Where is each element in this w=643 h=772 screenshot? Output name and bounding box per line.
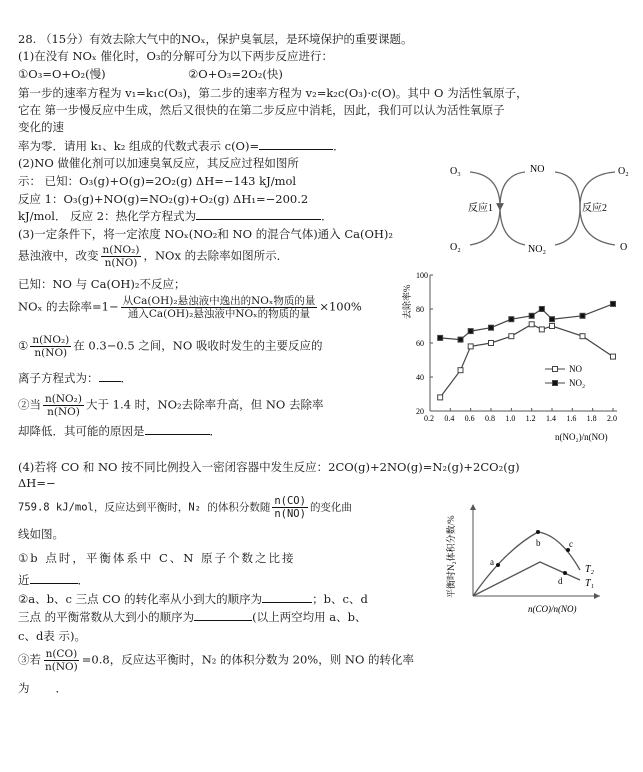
axis-arrows bbox=[470, 504, 600, 599]
data-point bbox=[489, 325, 494, 330]
part1-step2: ②O+O₃=2O₂(快) bbox=[188, 67, 283, 81]
part4-sub3-answer bbox=[18, 680, 67, 696]
label-d: d bbox=[558, 576, 563, 586]
part4-sub2-line3: c、d表 示)。 bbox=[18, 629, 86, 643]
period: ． bbox=[209, 424, 221, 438]
text: ②当 bbox=[18, 397, 41, 412]
data-point bbox=[509, 317, 514, 322]
point-b bbox=[536, 530, 540, 534]
text: 离子方程式为： bbox=[18, 371, 99, 385]
part3-line1: (3)一定条件下，将一定浓度 NOₓ(NO₂和 NO 的混合气体)通入 Ca(OH)₂ bbox=[18, 227, 394, 241]
data-point bbox=[468, 344, 473, 349]
part3-known: 已知：NO 与 Ca(OH)₂不反应； bbox=[18, 277, 186, 291]
answer-blank[interactable] bbox=[196, 208, 321, 220]
label-o3: O₃ bbox=[450, 166, 461, 177]
label-o2-right: O₂ bbox=[618, 166, 629, 177]
label-reaction1: 反应1 bbox=[468, 203, 493, 214]
legend-label: NO₂ bbox=[569, 378, 586, 388]
part4-sub1: ①b 点时，平衡体系中 C、N 原子个数之比接 bbox=[18, 551, 296, 565]
label-no2: NO₂ bbox=[528, 244, 546, 255]
label-no: NO bbox=[530, 164, 545, 175]
legend-label: NO bbox=[569, 364, 582, 374]
answer-blank[interactable] bbox=[99, 370, 121, 382]
data-point bbox=[438, 335, 443, 340]
series-line-NO₂ bbox=[440, 304, 613, 340]
x-tick-label: 0.2 bbox=[424, 414, 434, 423]
part4-line3 bbox=[18, 495, 352, 520]
part4-line1: (4)若将 CO 和 NO 按不同比例投入一密闭容器中发生反应：2CO(g)+2NO(g)=N₂(g)+2CO₂(g) bbox=[18, 460, 520, 474]
ratio-fraction bbox=[30, 334, 71, 359]
answer-blank[interactable] bbox=[194, 609, 252, 621]
text: 大于 1.4 时，NO₂去除率升高，但 NO 去除率 bbox=[85, 397, 324, 412]
point-a bbox=[496, 563, 500, 567]
text: ，NOx 的去除率如图所示． bbox=[143, 248, 289, 263]
part4-line4: 线如图。 bbox=[18, 527, 64, 541]
label-a: a bbox=[490, 557, 494, 567]
text: 悬浊液中，改变 bbox=[18, 248, 99, 263]
numerator: n(NO₂) bbox=[102, 244, 140, 256]
text: 的变化曲 bbox=[309, 501, 352, 514]
period: ． bbox=[321, 209, 333, 223]
legend-marker bbox=[553, 381, 558, 386]
data-point bbox=[580, 334, 585, 339]
label-c: c bbox=[569, 539, 573, 549]
part4-line2: ΔH=− bbox=[18, 476, 56, 490]
label-o2-left: O₂ bbox=[450, 242, 461, 253]
curve-t1 bbox=[473, 562, 580, 596]
data-point bbox=[580, 313, 585, 318]
text: (以上两空均用 a、b、 bbox=[252, 610, 367, 624]
y-tick-label: 40 bbox=[416, 373, 424, 382]
data-point bbox=[509, 334, 514, 339]
data-point bbox=[458, 368, 463, 373]
arc-left-inner bbox=[500, 172, 525, 245]
y-axis-label: 平衡时N₂体积分数/% bbox=[446, 515, 456, 598]
part3-sub1 bbox=[18, 334, 322, 359]
co-ratio-fraction bbox=[272, 495, 308, 520]
part1-line3: 变化的速 bbox=[18, 120, 64, 134]
part2-line2: 示： 已知：O₃(g)+O(g)=2O₂(g) ΔH=−143 kJ/mol bbox=[18, 174, 297, 188]
x-tick-label: 0.4 bbox=[444, 414, 455, 423]
point-d bbox=[563, 571, 567, 575]
part3-line2 bbox=[18, 244, 288, 269]
ratio-fraction bbox=[101, 244, 142, 269]
text: 为 bbox=[18, 681, 30, 695]
period: ． bbox=[77, 573, 89, 587]
removal-rate-chart bbox=[400, 265, 643, 445]
part4-sub2 bbox=[18, 591, 368, 607]
x-tick-label: 1.0 bbox=[505, 414, 516, 423]
data-point bbox=[489, 341, 494, 346]
numerator: n(NO₂) bbox=[45, 393, 82, 405]
ratio-fraction bbox=[43, 393, 84, 418]
part3-sub1-answer bbox=[18, 370, 132, 386]
removal-fraction bbox=[121, 295, 318, 320]
x-tick-label: 0.8 bbox=[485, 414, 495, 423]
legend-marker bbox=[553, 367, 558, 372]
x-tick-label: 1.4 bbox=[546, 414, 556, 423]
period: ． bbox=[55, 681, 67, 695]
numerator: 从Ca(OH)₂悬浊液中逸出的NOₓ物质的量 bbox=[122, 295, 316, 307]
text: =0.8，反应达平衡时，N₂ 的体积分数为 20%，则 NO 的转化率 bbox=[81, 652, 415, 667]
x-tick-label: 2.0 bbox=[607, 414, 617, 423]
answer-blank[interactable] bbox=[259, 138, 333, 150]
reaction-cycle-diagram bbox=[420, 150, 643, 265]
denominator: n(NO) bbox=[274, 508, 306, 520]
text: NOₓ 的去除率=1− bbox=[18, 299, 119, 314]
part3-sub2 bbox=[18, 393, 323, 418]
n2-fraction-chart bbox=[440, 490, 620, 620]
period: ． bbox=[333, 139, 345, 153]
period: ． bbox=[120, 371, 132, 385]
y-tick-label: 80 bbox=[416, 305, 424, 314]
text: ① bbox=[18, 338, 29, 353]
denominator: 通入Ca(OH)₂悬浊液中NOₓ的物质的量 bbox=[127, 308, 311, 320]
data-point bbox=[468, 329, 473, 334]
numerator: n(CO) bbox=[274, 495, 306, 507]
data-point bbox=[611, 354, 616, 359]
part4-sub2-line2 bbox=[18, 609, 367, 625]
text: 在 0.3−0.5 之间，NO 吸收时发生的主要反应的 bbox=[73, 338, 323, 353]
data-point bbox=[539, 327, 544, 332]
text: 759.8 kJ/mol，反应达到平衡时，N₂ 的体积分数随 bbox=[18, 501, 271, 514]
numerator: n(CO) bbox=[45, 648, 78, 660]
arc-right-inner bbox=[555, 172, 580, 245]
part1-rate: 第一步的速率方程为 v₁=k₁c(O₃)，第二步的速率方程为 v₂=k₂c(O₃)·c(O)。其中 O 为活性氧原子， bbox=[18, 86, 528, 100]
denominator: n(NO) bbox=[34, 347, 68, 359]
data-point bbox=[438, 395, 443, 400]
removal-rate-formula bbox=[18, 295, 362, 320]
x-axis-label: n(CO)/n(NO) bbox=[528, 604, 577, 614]
denominator: n(NO) bbox=[104, 257, 138, 269]
part1-question: 率为零．请用 k₁、k₂ 组成的代数式表示 c(O)= bbox=[18, 139, 260, 153]
answer-blank[interactable] bbox=[262, 591, 312, 603]
part2-line4 bbox=[18, 208, 333, 224]
data-point bbox=[529, 322, 534, 327]
part3-sub2-answer bbox=[18, 423, 221, 439]
text: ②a、b、c 三点 CO 的转化率从小到大的顺序为 bbox=[18, 592, 263, 606]
text: 却降低．其可能的原因是 bbox=[18, 424, 145, 438]
data-point bbox=[550, 317, 555, 322]
text: 三点 的平衡常数从大到小的顺序为 bbox=[18, 610, 195, 624]
label-b: b bbox=[536, 538, 541, 548]
y-tick-label: 20 bbox=[416, 407, 424, 416]
part2-line3: 反应 1：O₃(g)+NO(g)=NO₂(g)+O₂(g) ΔH₁=−200.2 bbox=[18, 192, 309, 206]
y-axis-label: 去除率% bbox=[402, 284, 412, 319]
label-o: O bbox=[620, 242, 628, 253]
label-t2: T₂ bbox=[585, 564, 595, 575]
data-point bbox=[529, 313, 534, 318]
part1-intro: (1)在没有 NOₓ 催化时，O₃的分解可分为以下两步反应进行： bbox=[18, 49, 334, 63]
answer-blank[interactable] bbox=[30, 572, 78, 584]
x-tick-label: 1.6 bbox=[566, 414, 577, 423]
data-point bbox=[611, 301, 616, 306]
part1-line4 bbox=[18, 138, 345, 154]
answer-blank[interactable] bbox=[145, 423, 210, 435]
part2-question: kJ/mol． 反应 2：热化学方程式为 bbox=[18, 209, 197, 223]
text: ③若 bbox=[18, 652, 41, 667]
y-tick-label: 60 bbox=[416, 339, 424, 348]
question-title: 28. （15分）有效去除大气中的NOₓ，保护臭氧层，是环境保护的重要课题。 bbox=[18, 32, 413, 46]
data-point bbox=[539, 307, 544, 312]
label-t1: T₁ bbox=[585, 578, 595, 589]
part1-line2: 它在 第一步慢反应中生成，然后又很快的在第二步反应中消耗，因此，我们可以认为活性氧原子 bbox=[18, 103, 505, 117]
x-tick-label: 1.2 bbox=[525, 414, 536, 423]
part4-sub3 bbox=[18, 648, 414, 673]
x-tick-label: 1.8 bbox=[586, 414, 597, 423]
numerator: n(NO₂) bbox=[32, 334, 70, 346]
x-axis-label: n(NO₂)/n(NO) bbox=[555, 432, 608, 442]
label-reaction2: 反应2 bbox=[582, 203, 607, 214]
data-point bbox=[458, 337, 463, 342]
data-point bbox=[550, 324, 555, 329]
text: ×100% bbox=[319, 299, 362, 314]
part1-step1: ①O₃=O+O₂(慢) bbox=[18, 67, 106, 81]
denominator: n(NO) bbox=[45, 661, 78, 673]
denominator: n(NO) bbox=[47, 406, 80, 418]
part4-sub1-answer bbox=[18, 572, 89, 588]
text: ；b、c、d bbox=[312, 592, 368, 606]
part2-line1: (2)NO 做催化剂可以加速臭氧反应，其反应过程如图所 bbox=[18, 156, 299, 170]
co-ratio-fraction bbox=[43, 648, 80, 673]
x-tick-label: 0.6 bbox=[464, 414, 475, 423]
y-tick-label: 100 bbox=[416, 271, 428, 280]
text: 近 bbox=[18, 573, 30, 587]
